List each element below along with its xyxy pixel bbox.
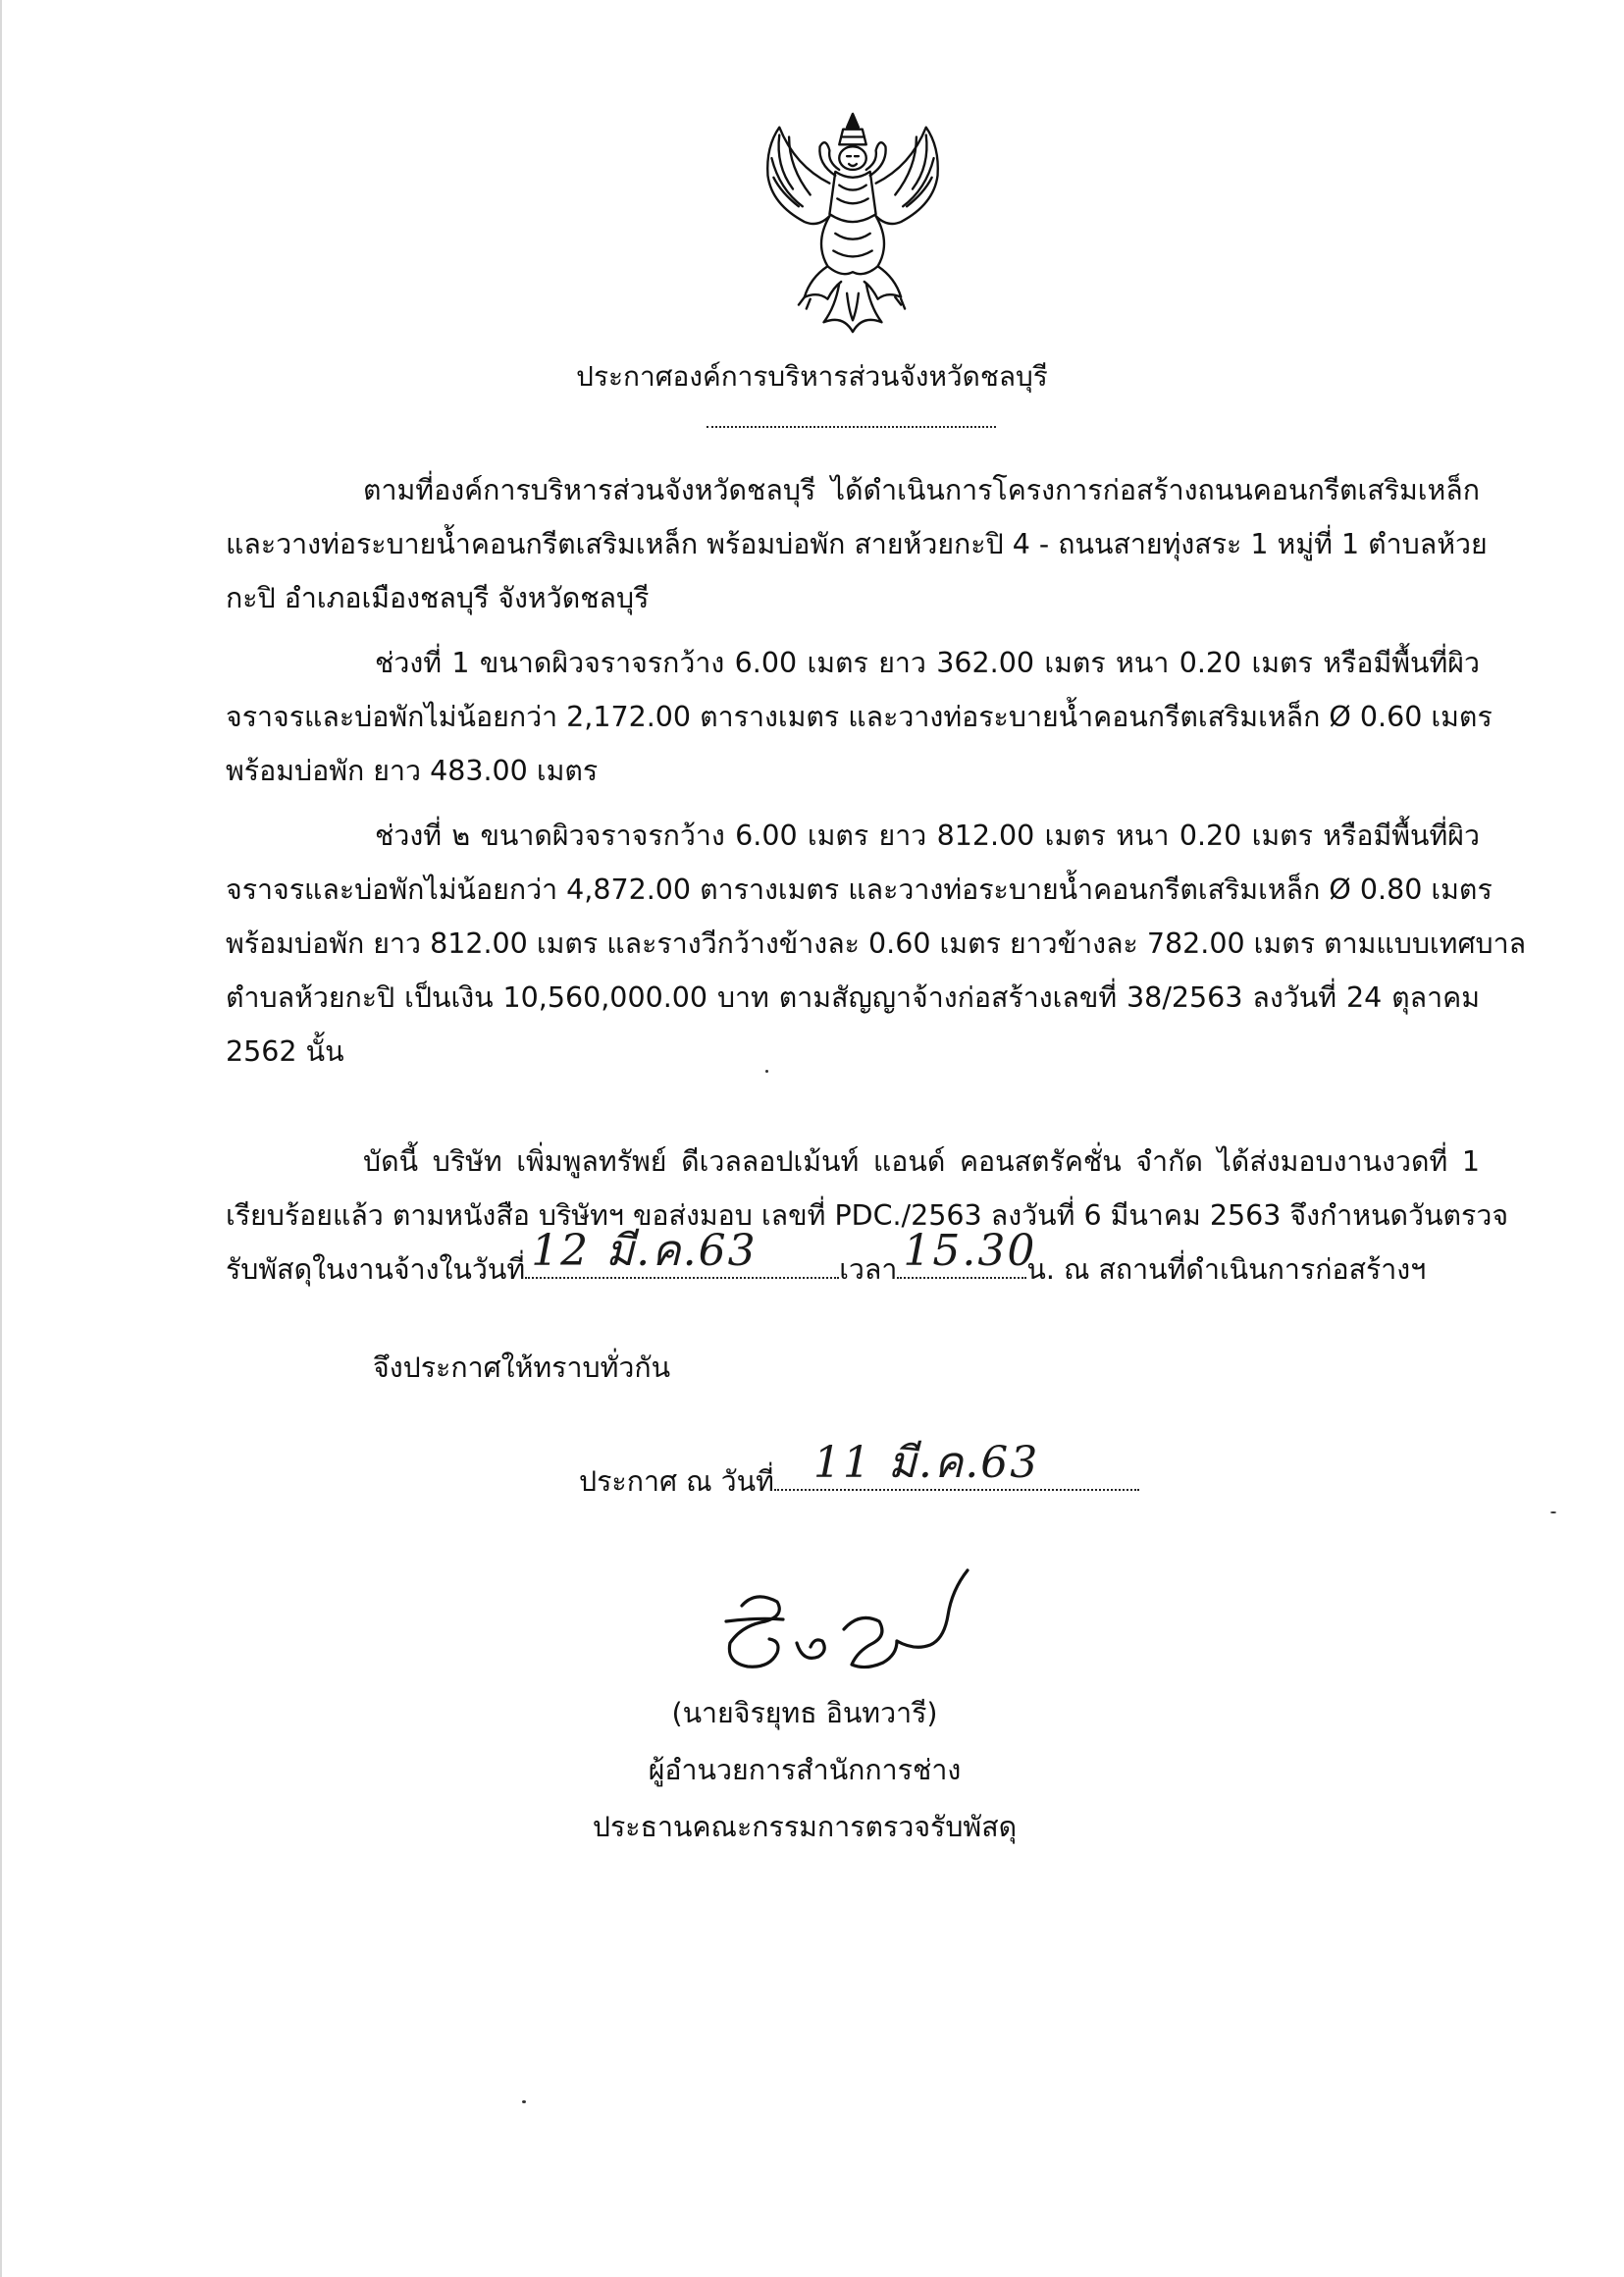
signer-name: (นายจิรยุทธ อินทวารี) — [671, 1697, 938, 1729]
delivery-paragraph — [226, 1135, 1509, 1297]
handwritten-announcement-date: 11 มี.ค.63 — [812, 1438, 1040, 1488]
handwritten-inspection-time: 15.30 — [903, 1226, 1037, 1276]
text-line: จราจรและบ่อพักไม่น้อยกว่า 4,872.00 ตารางเมตร และวางท่อระบายน้ำคอนกรีตเสริมเหล็ก Ø 0.80 เมตร — [226, 874, 1493, 906]
text-line: กะปิ อำเภอเมืองชลบุรี จังหวัดชลบุรี — [226, 582, 650, 614]
inspection-location-text: น. ณ สถานที่ดำเนินการก่อสร้างฯ — [1026, 1253, 1427, 1286]
text-line: 2562 นั้น — [226, 1035, 344, 1068]
text-line: เรียบร้อยแล้ว ตามหนังสือ บริษัทฯ ขอส่งมอบ เลขที่ PDC./2563 ลงวันที่ 6 มีนาคม 2563 จึงกำหนดวันตรวจ — [226, 1199, 1509, 1232]
inspection-time-field — [897, 1226, 1037, 1279]
scan-edge-line — [0, 0, 2, 2277]
intro-paragraph — [226, 463, 1488, 625]
closing-statement: จึงประกาศให้ทราบทั่วกัน — [373, 1351, 671, 1384]
title-dotted-divider — [707, 426, 996, 428]
text-line: จราจรและบ่อพักไม่น้อยกว่า 2,172.00 ตารางเมตร และวางท่อระบายน้ำคอนกรีตเสริมเหล็ก Ø 0.60 เมตร — [226, 701, 1493, 733]
handwritten-inspection-date: 12 มี.ค.63 — [531, 1226, 758, 1276]
inspection-date-line — [226, 1226, 1480, 1297]
signer-committee-role: ประธานคณะกรรมการตรวจรับพัสดุ — [592, 1811, 1018, 1843]
text-line: ช่วงที่ 1 ขนาดผิวจราจรกว้าง 6.00 เมตร ยาว 362.00 เมตร หนา 0.20 เมตร หรือมีพื้นที่ผิว — [375, 647, 1480, 679]
announcement-date-prefix: ประกาศ ณ วันที่ — [579, 1465, 774, 1498]
scan-speck — [522, 2100, 526, 2103]
signer-position: ผู้อำนวยการสำนักการช่าง — [648, 1754, 962, 1786]
text-line: ตำบลห้วยกะปิ เป็นเงิน 10,560,000.00 บาท ตามสัญญาจ้างก่อสร้างเลขที่ 38/2563 ลงวันที่ 24 ตุลาคม — [226, 981, 1480, 1014]
inspection-date-field — [525, 1226, 839, 1279]
scan-speck — [1550, 1511, 1556, 1513]
time-label: เวลา — [839, 1253, 898, 1286]
announcement-date-line — [579, 1438, 1139, 1504]
section-2-paragraph — [226, 809, 1527, 1079]
announcement-title: ประกาศองค์การบริหารส่วนจังหวัดชลบุรี — [576, 360, 1048, 393]
text-line: พร้อมบ่อพัก ยาว 812.00 เมตร และรางวีกว้างข้างละ 0.60 เมตร ยาวข้างละ 782.00 เมตร ตามแบบเทศบาล — [226, 927, 1527, 960]
handwritten-signature-icon — [687, 1561, 1011, 1688]
scan-speck — [765, 1070, 768, 1073]
garuda-emblem-icon — [746, 108, 960, 340]
section-1-paragraph — [226, 636, 1493, 798]
announcement-date-field — [774, 1438, 1139, 1491]
inspection-date-prefix: รับพัสดุในงานจ้างในวันที่ — [226, 1253, 526, 1286]
text-line: และวางท่อระบายน้ำคอนกรีตเสริมเหล็ก พร้อมบ่อพัก สายห้วยกะปิ 4 - ถนนสายทุ่งสระ 1 หมู่ที่ 1 ตำบลห้วย — [226, 528, 1488, 560]
text-line: พร้อมบ่อพัก ยาว 483.00 เมตร — [226, 755, 599, 787]
text-line: ตามที่องค์การบริหารส่วนจังหวัดชลบุรี ได้ดำเนินการโครงการก่อสร้างถนนคอนกรีตเสริมเหล็ก — [363, 474, 1480, 506]
text-line: บัดนี้ บริษัท เพิ่มพูลทรัพย์ ดีเวลลอปเม้นท์ แอนด์ คอนสตรัคชั่น จำกัด ได้ส่งมอบงานงวดที่ 1 — [363, 1145, 1480, 1178]
text-line: ช่วงที่ ๒ ขนาดผิวจราจรกว้าง 6.00 เมตร ยาว 812.00 เมตร หนา 0.20 เมตร หรือมีพื้นที่ผิว — [375, 820, 1480, 852]
